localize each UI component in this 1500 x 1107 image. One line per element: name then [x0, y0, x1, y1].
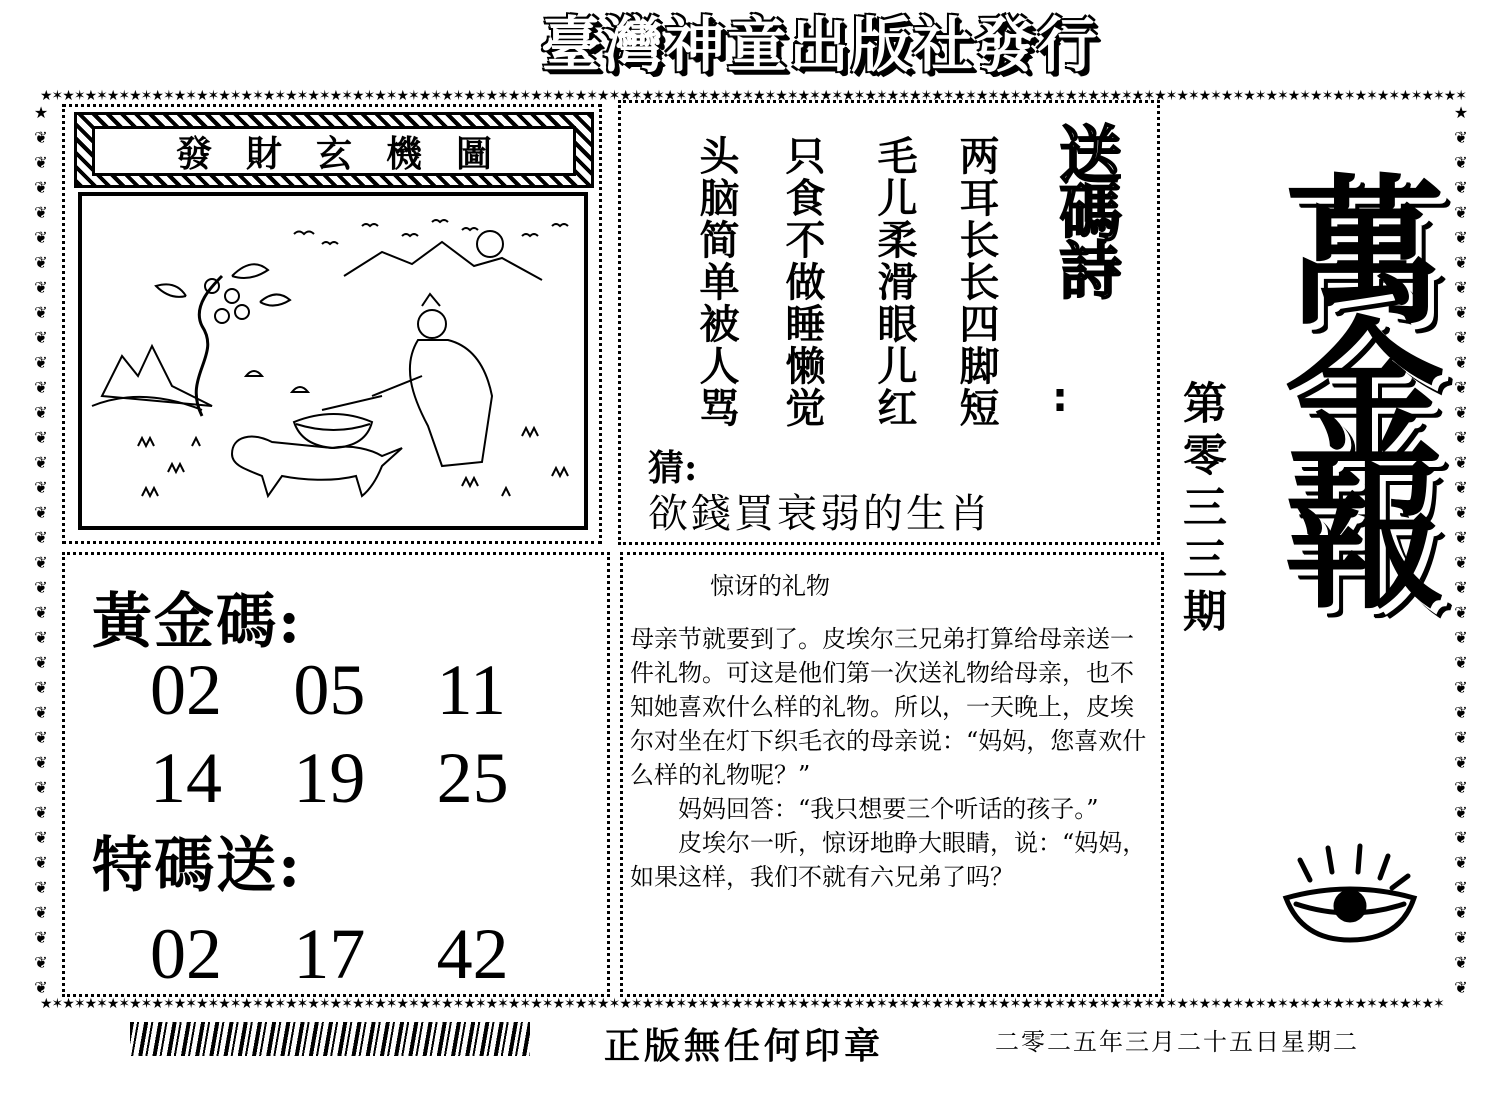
top-star-border: ★✶★✶★✶★✶★✶★✶★✶★✶★✶★✶★✶★✶★✶★✶★✶★✶★✶★✶★✶★✶★✶★✶★✶★✶★✶★✶★✶★✶★✶★✶★✶★✶★✶★✶★✶★✶★✶★✶★✶★✶★✶★✶★✶★✶★✶★✶★✶★✶★✶★✶★✶★✶★✶★✶★✶★✶★✶★✶★✶★✶★✶★✶★✶★✶ — [40, 88, 1466, 104]
poem-line-3: 只食不做睡懒觉 — [779, 135, 826, 429]
special-number: 02 — [150, 914, 222, 994]
issue-number: 第零三三期 — [1175, 380, 1226, 640]
gold-number: 14 — [150, 738, 222, 818]
dog — [232, 437, 402, 496]
poem-line-1: 两耳长长四脚短 — [953, 135, 1000, 429]
special-numbers-heading: 特碼送: — [92, 831, 303, 901]
story-paragraph: 妈妈回答：“我只想要三个听话的孩子。” — [678, 795, 1099, 823]
left-leaf-border: ★ ❦ ❦ ❦ ❦ ❦ ❦ ❦ ❦ ❦ ❦ ❦ ❦ ❦ ❦ ❦ ❦ ❦ ❦ ❦ ❦ ❦ ❦ ❦ ❦ ❦ ❦ ❦ ❦ ❦ ❦ ❦ ❦ ❦ ❦ ❦ — [33, 103, 49, 997]
special-number: 42 — [436, 914, 509, 994]
issue-date: 二零二五年三月二十五日星期二 — [995, 1028, 1359, 1056]
poem-line-4: 头脑简单被人骂 — [693, 135, 740, 429]
poem-title: 送碼詩 — [1049, 122, 1122, 296]
story-title: 惊讶的礼物 — [710, 572, 830, 600]
bottom-star-border: ★✶★✶★✶★✶★✶★✶★✶★✶★✶★✶★✶★✶★✶★✶★✶★✶★✶★✶★✶★✶★✶★✶★✶★✶★✶★✶★✶★✶★✶★✶★✶★✶★✶★✶★✶★✶★✶★✶★✶★✶★✶★✶★✶★✶★✶★✶★✶★✶★✶★✶★✶★✶★✶★✶★✶★✶★✶★✶★✶★✶★✶★✶★✶ — [40, 996, 1444, 1012]
special-number: 17 — [293, 914, 366, 994]
man-robe — [410, 340, 492, 466]
poem-title-colon: : — [1052, 375, 1068, 421]
publisher-banner: 臺灣神童出版社發行 — [541, 11, 1099, 81]
story-paragraph: 母亲节就要到了。皮埃尔三兄弟打算给母亲送一件礼物。可这是他们第一次送礼物给母亲，也不知她喜欢什么样的礼物。所以，一天晚上，皮埃尔对坐在灯下织毛衣的母亲说：“妈妈，您喜欢什么样的礼物呢？” — [630, 625, 1147, 789]
guess-label: 猜: — [648, 447, 698, 489]
gold-ingot-icon — [1280, 840, 1420, 954]
right-leaf-border: ★ ❦ ❦ ❦ ❦ ❦ ❦ ❦ ❦ ❦ ❦ ❦ ❦ ❦ ❦ ❦ ❦ ❦ ❦ ❦ ❦ ❦ ❦ ❦ ❦ ❦ ❦ ❦ ❦ ❦ ❦ ❦ ❦ ❦ ❦ ❦ — [1453, 103, 1469, 997]
sun-icon — [477, 231, 503, 257]
gold-number: 19 — [293, 738, 366, 818]
gold-numbers-row-2 — [150, 738, 580, 818]
story-paragraph: 皮埃尔一听，惊讶地睁大眼睛，说：“妈妈，如果这样，我们不就有六兄弟了吗？ — [630, 829, 1147, 891]
masthead: 萬金報 — [1258, 168, 1446, 594]
authenticity-notice: 正版無任何印章 — [604, 1025, 885, 1067]
gold-number: 11 — [436, 650, 506, 730]
barcode — [130, 1022, 530, 1056]
illustration-frame — [78, 192, 588, 530]
gold-numbers-row-1 — [150, 650, 580, 730]
picture-title: 發財玄機圖 — [175, 132, 526, 175]
story-body — [630, 622, 1150, 894]
guess-text: 欲錢買衰弱的生肖 — [648, 491, 992, 537]
special-numbers-row — [150, 914, 580, 994]
man-head — [418, 310, 446, 338]
gold-number: 25 — [436, 738, 509, 818]
tree — [196, 276, 222, 416]
gold-number: 02 — [150, 650, 222, 730]
poem-line-2: 毛儿柔滑眼儿红 — [871, 135, 918, 429]
mountain-range — [344, 242, 542, 280]
illustration — [82, 196, 584, 526]
gold-number: 05 — [293, 650, 366, 730]
picture-title-box — [92, 126, 576, 176]
gold-numbers-heading: 黃金碼: — [92, 587, 303, 657]
